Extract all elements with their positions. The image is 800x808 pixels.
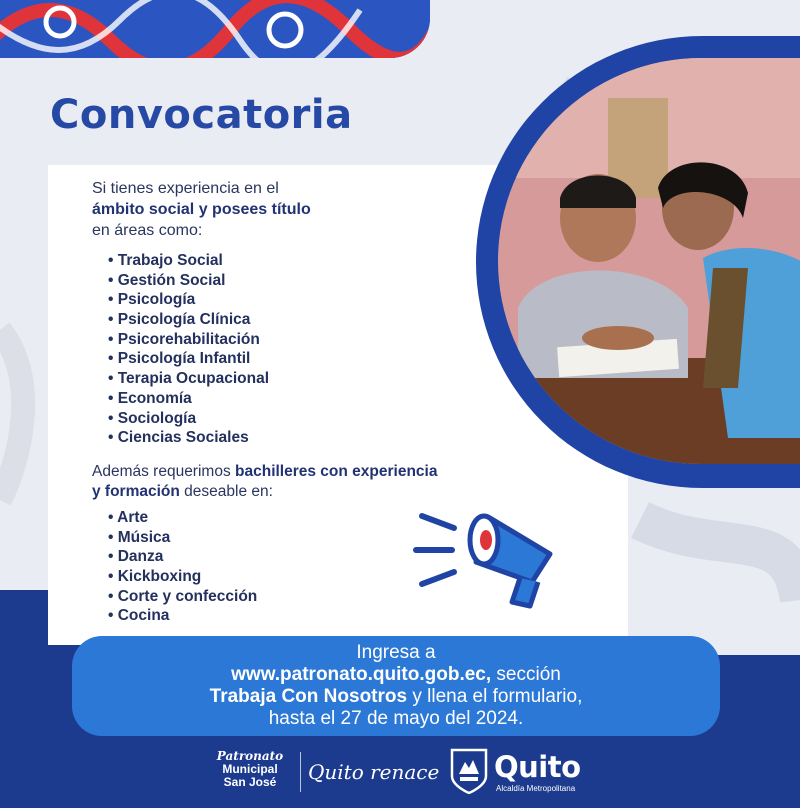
list-item: • Kickboxing bbox=[108, 567, 257, 587]
intro-line-1: Si tienes experiencia en el bbox=[92, 180, 279, 197]
list-item: • Trabajo Social bbox=[108, 251, 269, 271]
top-decorative-band bbox=[0, 0, 430, 58]
cta-line-2 bbox=[72, 664, 720, 686]
intro-line-2: ámbito social y posees título bbox=[92, 201, 311, 218]
list-item: • Psicología Infantil bbox=[108, 349, 269, 369]
application-callout bbox=[72, 636, 720, 736]
intro-text bbox=[92, 178, 422, 241]
list-item: • Música bbox=[108, 528, 257, 548]
patronato-logo-line-2: Municipal bbox=[222, 762, 278, 776]
footer-divider bbox=[300, 752, 301, 792]
cta-url-link[interactable]: www.patronato.quito.gob.ec, bbox=[231, 664, 492, 685]
page-title: Convocatoria bbox=[50, 92, 353, 138]
list-item: • Terapia Ocupacional bbox=[108, 369, 269, 389]
alcaldia-caption: Alcaldía Metropolitana bbox=[496, 784, 576, 793]
patronato-logo-line-3: San José bbox=[223, 775, 277, 789]
cta-line-1: Ingresa a bbox=[356, 642, 436, 663]
cta-deadline: hasta el 27 de mayo del 2024. bbox=[268, 708, 524, 729]
quito-shield-icon bbox=[450, 748, 488, 794]
list-item: • Ciencias Sociales bbox=[108, 428, 269, 448]
patronato-logo-script: Patronato bbox=[216, 749, 284, 763]
extra-part-2: bachilleres con experiencia bbox=[235, 463, 438, 480]
professional-areas-list bbox=[108, 251, 269, 448]
footer-logos bbox=[205, 748, 625, 800]
list-item: • Psicología bbox=[108, 290, 269, 310]
list-item: • Psicorehabilitación bbox=[108, 330, 269, 350]
list-item: • Cocina bbox=[108, 606, 257, 626]
extra-part-3: y formación bbox=[92, 483, 180, 500]
patronato-logo bbox=[205, 750, 295, 789]
quito-logo-wordmark: Quito bbox=[494, 750, 581, 784]
list-item: • Danza bbox=[108, 547, 257, 567]
additional-requirements-text bbox=[92, 462, 492, 502]
intro-line-3: en áreas como: bbox=[92, 222, 203, 239]
extra-part-4: deseable en: bbox=[179, 483, 273, 500]
list-item: • Economía bbox=[108, 389, 269, 409]
cta-line-3-rest: y llena el formulario, bbox=[407, 686, 583, 707]
megaphone-icon bbox=[412, 498, 572, 610]
list-item: • Psicología Clínica bbox=[108, 310, 269, 330]
list-item: • Arte bbox=[108, 508, 257, 528]
cta-line-3 bbox=[72, 686, 720, 708]
extra-part-1: Además requerimos bbox=[92, 463, 236, 480]
list-item: • Corte y confección bbox=[108, 587, 257, 607]
cta-section-name: Trabaja Con Nosotros bbox=[209, 686, 408, 707]
list-item: • Gestión Social bbox=[108, 271, 269, 291]
quito-renace-logo: Quito renace bbox=[308, 760, 440, 784]
skills-list bbox=[108, 508, 257, 626]
list-item: • Sociología bbox=[108, 409, 269, 429]
cta-line-2-rest: sección bbox=[491, 664, 561, 685]
